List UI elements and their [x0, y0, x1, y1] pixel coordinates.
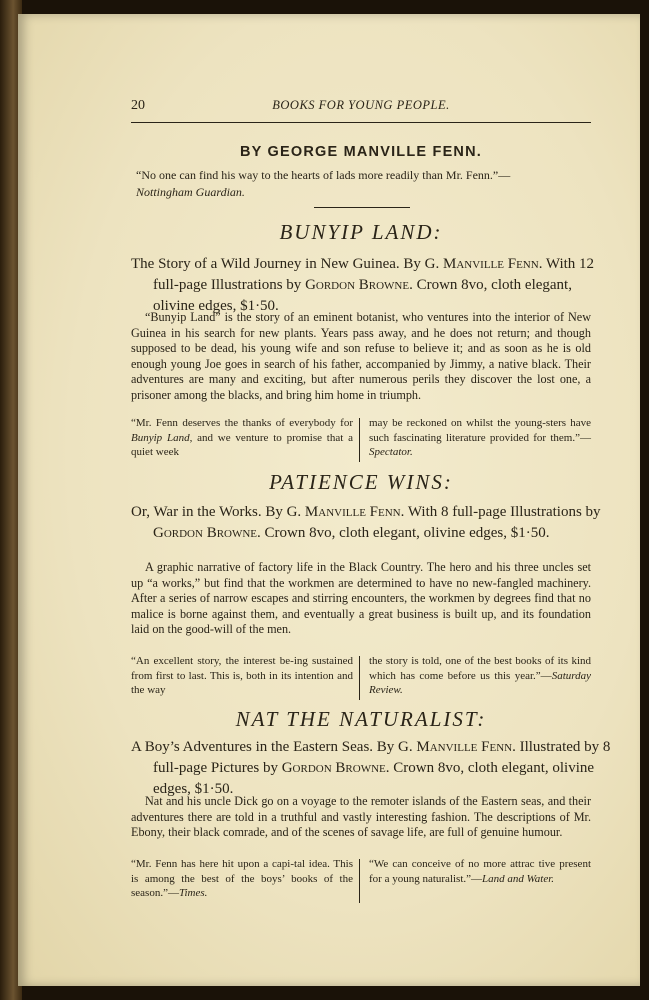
book-title-patience-wins: PATIENCE WINS: — [269, 470, 453, 494]
review-text: may be reckoned on whilst the young-sters have such fascinating literature provided for them.”— — [369, 417, 591, 444]
lead-author: Manville Fenn — [416, 739, 513, 755]
lead-text: . With 8 full-page Illustrations by — [400, 504, 601, 520]
column-divider — [359, 656, 360, 700]
book-page — [18, 14, 640, 986]
lead-illustrator: Gordon Browne — [281, 760, 386, 776]
column-divider — [359, 418, 360, 462]
lead-author: Manville Fenn — [442, 256, 539, 272]
review-italic-title: Bunyip Land, — [131, 431, 193, 444]
lead-text: . Crown 8vo, cloth elegant, olivine edges, $1·50. — [153, 277, 572, 314]
book-lead-nat-the-naturalist — [131, 737, 613, 800]
running-header — [131, 98, 591, 120]
review-left — [131, 857, 353, 901]
book-lead-bunyip-land — [131, 254, 613, 317]
review-source: Spectator. — [369, 446, 413, 459]
lead-text: . Illustrated by 8 full-page Pictures by — [153, 739, 611, 776]
page-number: 20 — [131, 98, 145, 113]
author-heading: BY GEORGE MANVILLE FENN. — [239, 144, 483, 160]
review-right — [369, 857, 591, 886]
lead-illustrator: Gordon Browne — [305, 277, 410, 293]
review-left: “An excellent story, the interest be-ing sustained from first to last. This is, both in its intention and the way — [131, 655, 353, 697]
review-source: Times. — [178, 887, 208, 900]
reviews-bunyip-land — [131, 416, 591, 462]
review-text: “We can conceive of no more attrac tive present for a young naturalist.”— — [369, 858, 591, 885]
review-text: and we venture to promise that a quiet week — [131, 431, 353, 459]
book-description-nat-the-naturalist: Nat and his uncle Dick go on a voyage to the remoter islands of the Eastern seas, and their adventures there are told in a truthful and vastly interesting fashion. The descriptions of Mr. Ebony, their black comrade, and of the scenes of savage life, are full of genuine humour. — [131, 794, 591, 840]
review-left — [131, 416, 353, 460]
book-description-patience-wins: A graphic narrative of factory life in the Black Country. The hero and his three uncles set up “a works,” but find that the workmen are determined to have no new-fangled machinery. After a series of narrow escapes and stirring encounters, the workmen by degrees find that no malice is borne against them, and eventually a great business is built up, and its foundation laid on the good-will of the men. — [131, 560, 591, 637]
epigraph — [131, 167, 596, 201]
book-description-bunyip-land: “Bunyip Land” is the story of an eminent botanist, who ventures into the interior of New Guinea in his search for new plants. Years pass away, and he does not return; and though supposed to be dead, his young wife and son refuse to believe it; and as soon as he is old enough young Joe goes in search of his father, accompanied by Jimmy, a native black. Their adventures are many and exciting, but after numerous perils they discover the lost one, a prisoner among the blacks, and bring him home in triumph. — [131, 310, 591, 402]
lead-illustrator: Gordon Browne — [153, 525, 258, 541]
lead-text: The Story of a Wild Journey in New Guinea. By G. — [131, 256, 443, 272]
book-lead-patience-wins — [131, 502, 613, 544]
review-right — [369, 416, 591, 460]
lead-text: . With 12 full-page Illustrations by — [153, 256, 595, 293]
lead-text: A Boy’s Adventures in the Eastern Seas. By G. — [131, 739, 417, 755]
review-text: “Mr. Fenn has here hit upon a capi-tal idea. This is among the best of the boys’ books of the season.”— — [131, 858, 353, 900]
lead-text: . Crown 8vo, cloth elegant, olivine edges, $1·50. — [257, 525, 550, 541]
running-title: BOOKS FOR YOUNG PEOPLE. — [272, 98, 450, 112]
column-divider — [359, 859, 360, 903]
reviews-patience-wins — [131, 654, 591, 700]
review-text: the story is told, one of the best books of its kind which has come before us this year.”— — [369, 655, 591, 682]
header-rule — [131, 122, 591, 123]
review-source: Saturday Review. — [369, 669, 591, 697]
epigraph-quote: “No one can find his way to the hearts of lads more readily than Mr. Fenn.”— — [136, 168, 511, 182]
review-source: Land and Water. — [482, 872, 555, 885]
epigraph-source: Nottingham Guardian. — [136, 185, 245, 199]
lead-text: Or, War in the Works. By G. — [131, 504, 305, 520]
lead-author: Manville Fenn — [304, 504, 401, 520]
short-rule — [314, 207, 410, 208]
review-right — [369, 654, 591, 698]
lead-text: . Crown 8vo, cloth elegant, olivine edges, $1·50. — [153, 760, 595, 797]
book-title-nat-the-naturalist: NAT THE NATURALIST: — [235, 707, 487, 731]
review-text: “Mr. Fenn deserves the thanks of everybody for — [131, 417, 353, 429]
reviews-nat-the-naturalist — [131, 857, 591, 903]
book-title-bunyip-land: BUNYIP LAND: — [279, 220, 443, 244]
